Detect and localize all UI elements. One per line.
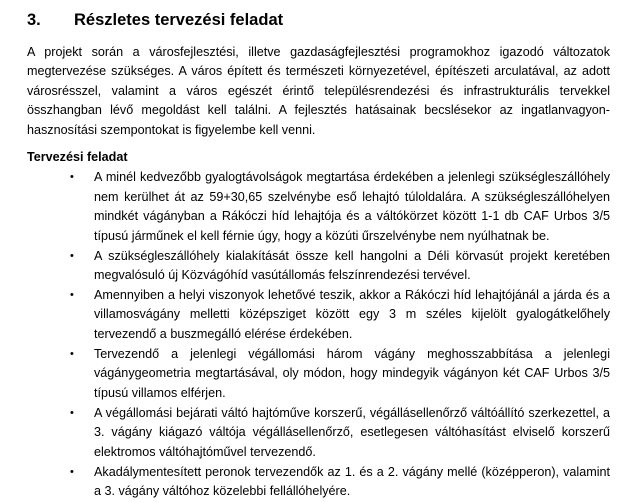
list-item-text: A végállomási bejárati váltó hajtóműve korszerű, végállásellenőrző váltóállító szerkezettel, a 3. vágány kiágazó váltója végállásellenőrző, esetlegesen váltóhasítást elviselő korszerű elektromos váltóhajtóművel tervezendő.	[94, 405, 610, 459]
intro-paragraph: A projekt során a városfejlesztési, illetve gazdaságfejlesztési programokhoz igazodó változatok megtervezése szükséges. A város épített és természeti környezetével, építészeti arculatával, az adott városrésszel, valamint a város egészét érintő településrendezési és infrastrukturális tervekkel összhangban lévő megoldást kell találni. A fejlesztés hatásainak becslésekor az ingatlanvagyon-hasznosítási szempontokat is figyelembe kell venni.	[27, 45, 610, 137]
subheading: Tervezési feladat	[27, 150, 128, 165]
list-item-text: Amennyiben a helyi viszonyok lehetővé teszik, akkor a Rákóczi híd lehajtójánál a járda és a villamosvágány melletti középsziget között egy 3 m széles kijelölt gyalogátkelőhely tervezendő a buszmegálló elérése érdekében.	[94, 288, 610, 341]
section-title: Részletes tervezési feladat	[74, 11, 284, 29]
list-item-text: Akadálymentesített peronok tervezendők az 1. és a 2. vágány mellé (középperon), valamint a 3. vágány váltóhoz közelebbi fellállóhelyére.	[94, 464, 610, 498]
list-item	[70, 404, 610, 462]
task-bullet-list	[27, 168, 610, 501]
bullet-icon: •	[70, 465, 74, 478]
section-number: 3.	[27, 11, 41, 29]
document-page	[27, 8, 610, 502]
bullet-icon: •	[70, 171, 74, 184]
list-item-text: A szükségleszállóhely kialakítását össze kell hangolni a Déli körvasút projekt keretében megvalósuló új Közvágóhíd vasútállomás felszínrendezési tervével.	[94, 248, 610, 283]
list-item	[70, 247, 610, 286]
list-item	[70, 168, 610, 246]
list-item	[70, 463, 610, 502]
bullet-icon: •	[70, 249, 74, 262]
list-item-text: A minél kedvezőbb gyalogtávolságok megtartása érdekében a jelenlegi szükségleszállóhely nem kerülhet át az 59+30,65 szelvénybe eső lehajtó túloldalára. A szükségleszállóhelyen mindkét vágányban a Rákóczi híd lehajtója és a váltókörzet között 1-1 db CAF Urbos 3/5 típusú járműnek el kell férnie úgy, hogy a közúti űrszelvénybe nem nyúlhatnak be.	[94, 170, 610, 243]
list-item-text: Tervezendő a jelenlegi végállomási három vágány meghosszabbítása a jelenlegi vágánygeometria megtartásával, oly módon, hogy mindegyik vágányon két CAF Urbos 3/5 típusú villamos elférjen.	[94, 346, 610, 400]
bullet-icon: •	[70, 347, 74, 360]
list-item	[70, 345, 610, 403]
section-heading	[27, 8, 610, 32]
list-item	[70, 286, 610, 344]
bullet-icon: •	[70, 289, 74, 302]
bullet-icon: •	[70, 406, 74, 419]
